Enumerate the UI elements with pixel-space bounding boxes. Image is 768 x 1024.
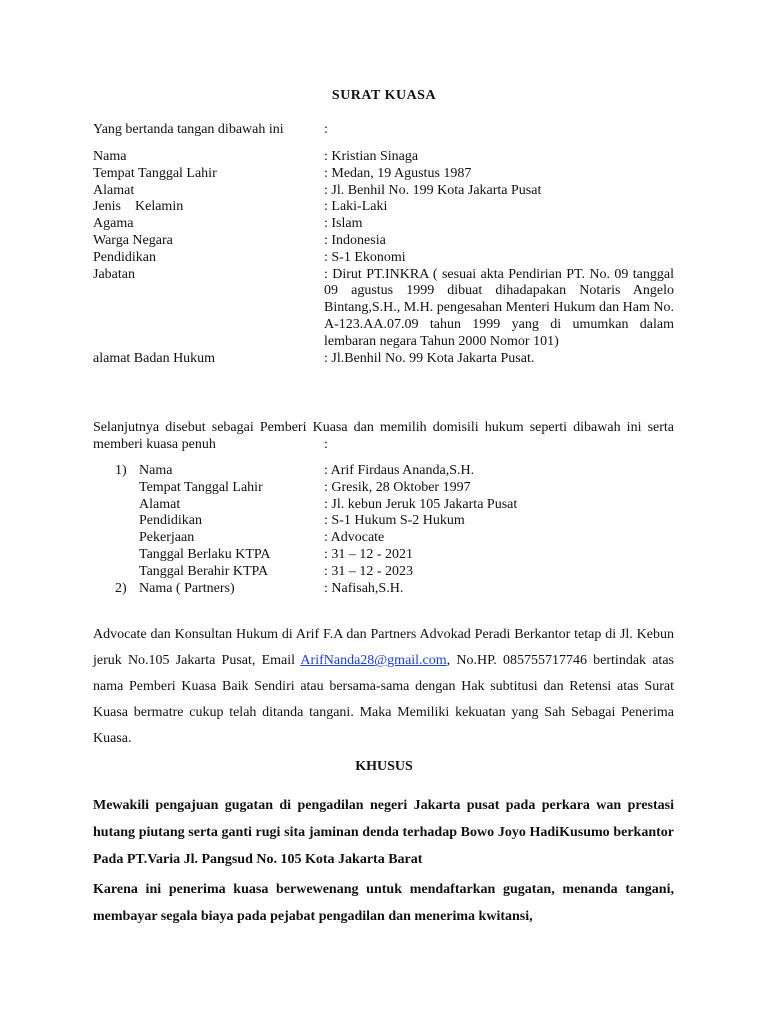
grantor-row-gender: [93, 199, 674, 216]
field-label: Agama: [93, 216, 134, 232]
authority-paragraph: Karena ini penerima kuasa berwewenang untuk mendaftarkan gugatan, menanda tangani, membayar segala biaya pada pejabat pengadilan dan menerima kwitansi,: [93, 882, 674, 924]
field-label: Nama ( Partners): [139, 580, 235, 596]
list-number: [93, 497, 139, 514]
field-value: : Laki-Laki: [324, 199, 388, 215]
attorney-list: [93, 463, 674, 597]
list-number: 2): [115, 580, 127, 596]
grantor-row-citizenship: [93, 233, 674, 250]
field-value: : Islam: [324, 216, 363, 232]
field-label: Tanggal Berlaku KTPA: [139, 546, 271, 562]
field-value: : Gresik, 28 Oktober 1997: [324, 479, 471, 495]
field-label: Alamat: [93, 182, 135, 198]
list-item: [93, 463, 674, 480]
list-number: [93, 513, 139, 530]
list-number: [93, 530, 139, 547]
field-value: : Jl. kebun Jeruk 105 Jakarta Pusat: [324, 496, 518, 512]
list-item: [93, 547, 674, 564]
list-number: [93, 480, 139, 497]
mandate-paragraph: Mewakili pengajuan gugatan di pengadilan negeri Jakarta pusat pada perkara wan prestasi hutang piutang serta ganti rugi sita jaminan denda terhadap Bowo Joyo HadiKusumo berkantor Pada PT.Varia Jl. Pangsud No. 105 Kota Jakarta Barat: [93, 798, 674, 867]
field-label: Pendidikan: [139, 513, 202, 529]
list-item: [93, 480, 674, 497]
statement-colon: :: [324, 436, 328, 452]
field-value: : Medan, 19 Agustus 1987: [324, 165, 472, 181]
grantor-row-address: [93, 183, 674, 200]
field-label: Jabatan: [93, 266, 135, 282]
field-value: : 31 – 12 - 2021: [324, 546, 414, 562]
field-label: alamat Badan Hukum: [93, 350, 216, 366]
grantor-row-religion: [93, 216, 674, 233]
field-label: Alamat: [139, 496, 181, 512]
field-label: Nama: [93, 149, 127, 164]
grantor-details: [93, 149, 674, 367]
field-label: Warga Negara: [93, 232, 173, 248]
section-heading-khusus: KHUSUS: [355, 759, 413, 774]
field-value: : Jl.Benhil No. 99 Kota Jakarta Pusat.: [324, 350, 535, 366]
list-number: 1): [115, 463, 127, 478]
field-value: : 31 – 12 - 2023: [324, 563, 414, 579]
field-value: : Kristian Sinaga: [324, 149, 419, 164]
list-number: [93, 547, 139, 564]
field-value: : S-1 Hukum S-2 Hukum: [324, 513, 465, 529]
field-value: : Dirut PT.INKRA ( sesuai akta Pendirian PT. No. 09 tanggal 09 agustus 1999 dibuat dihadapakan Notaris Angelo Bintang,S.H., M.H. pengesahan Menteri Hukum dan Ham No. A-123.AA.07.09 tahun 1999 yang di umumkan dalam lembaran negara Tahun 2000 Nomor 101): [324, 266, 674, 349]
field-value: : Arif Firdaus Ananda,S.H.: [324, 463, 475, 478]
list-number: [93, 564, 139, 581]
statement-text-before-email: Advocate dan Konsultan Hukum di Arif F.A dan Partners Advokad Peradi Berkantor tetap di Jl. Kebun jeruk No.105 Jakarta Pusat, Email: [93, 627, 674, 668]
intro-colon: :: [324, 122, 328, 137]
grantor-row-name: [93, 149, 674, 166]
intro-label: Yang bertanda tangan dibawah ini: [93, 122, 284, 137]
field-value: : S-1 Ekonomi: [324, 249, 406, 265]
statement-text-after-email: , No.HP. 085755717746 bertindak atas nama Pemberi Kuasa Baik Sendiri atau bersama-sama dengan Hak subtitusi dan Retensi atas Surat Kuasa bermatre cukup telah ditanda tangani. Maka Memiliki kekuatan yang Sah Sebagai Penerima Kuasa.: [93, 653, 674, 746]
list-item: [93, 497, 674, 514]
list-item: [93, 513, 674, 530]
field-label: Tempat Tanggal Lahir: [93, 165, 217, 181]
grantor-row-position: [93, 267, 674, 351]
field-value: : Advocate: [324, 530, 385, 546]
grantor-row-education: [93, 250, 674, 267]
grantor-row-birth: [93, 166, 674, 183]
list-item: [93, 581, 674, 598]
email-link[interactable]: ArifNanda28@gmail.com: [300, 653, 447, 668]
field-value: : Jl. Benhil No. 199 Kota Jakarta Pusat: [324, 182, 542, 198]
field-label: Tempat Tanggal Lahir: [139, 479, 263, 495]
attorney-statement: [93, 622, 674, 752]
document-title: SURAT KUASA: [331, 88, 437, 103]
field-label: Pendidikan: [93, 249, 156, 265]
list-item: [93, 530, 674, 547]
field-label: Jenis Kelamin: [93, 199, 184, 215]
field-label: Pekerjaan: [139, 530, 195, 546]
statement-text: Selanjutnya disebut sebagai Pemberi Kuasa dan memilih domisili hukum seperti dibawah ini serta memberi kuasa penuh: [93, 420, 674, 452]
field-label: Tanggal Berahir KTPA: [139, 563, 269, 579]
field-label: Nama: [139, 463, 173, 478]
grantor-statement: [93, 420, 674, 454]
field-value: : Nafisah,S.H.: [324, 580, 404, 596]
grantor-row-legal-address: [93, 351, 674, 368]
field-value: : Indonesia: [324, 232, 386, 248]
list-item: [93, 564, 674, 581]
